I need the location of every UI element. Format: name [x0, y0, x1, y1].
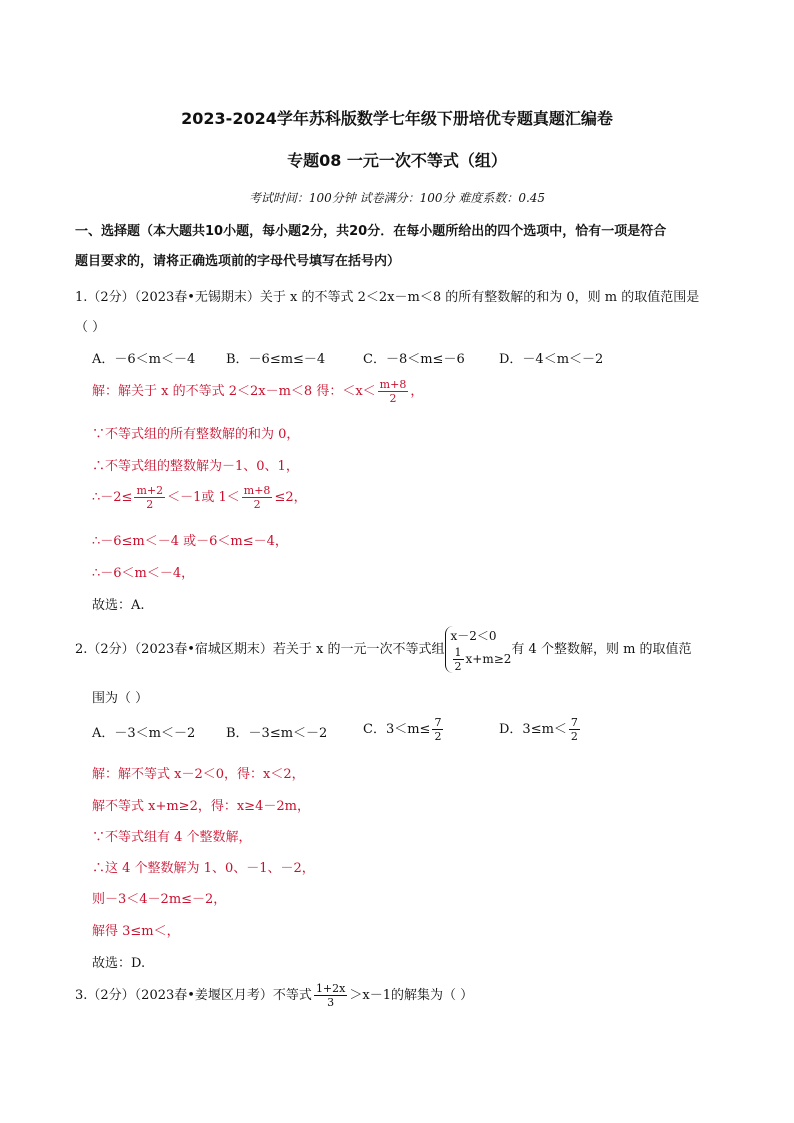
q1-solution-text: ∴－2≤ [92, 490, 133, 505]
system-line1: x－2＜0 [450, 629, 497, 643]
q1-solution-line3: ∴不等式组的整数解为－1、0、1， [92, 459, 299, 474]
inequality-system [445, 626, 512, 673]
q3-stem-text: 3.（2分）（2023春•姜堰区月考）不等式 [75, 988, 312, 1003]
q1-option-a: A．－6＜m＜－4 [92, 352, 196, 367]
fraction-denominator: 3 [327, 996, 335, 1009]
fraction-numerator: 7 [434, 716, 442, 729]
q2-stem-text: 2.（2分）（2023春•宿城区期末）若关于 x 的一元一次不等式组 [75, 642, 445, 657]
sub-title: 专题08 一元一次不等式（组） [287, 151, 507, 170]
q2-option-c [363, 716, 445, 743]
fraction-numerator: 7 [570, 716, 578, 729]
fraction-numerator: m+2 [136, 484, 164, 497]
q1-solution-text: 解：解关于 x 的不等式 2＜2x－m＜8 得：＜x＜ [92, 384, 376, 399]
q2-option-a: A．－3＜m＜－2 [92, 726, 196, 741]
q2-stem [75, 626, 692, 673]
fraction [242, 484, 273, 511]
fraction-denominator: 2 [570, 730, 578, 743]
fraction-numerator: m+8 [243, 484, 271, 497]
q1-solution-line5: ∴－6≤m＜－4 或－6＜m≤－4， [92, 534, 288, 549]
q1-option-b: B．－6≤m≤－4 [226, 352, 326, 367]
q2-option-d [499, 716, 582, 743]
q2-solution-line5: 则－3＜4－2m≤－2， [92, 892, 227, 907]
main-title: 2023-2024学年苏科版数学七年级下册培优专题真题汇编卷 [181, 109, 613, 128]
q2-solution-line6: 解得 3≤m＜， [92, 924, 180, 939]
fraction-denominator: 2 [253, 498, 261, 511]
q1-solution-text: ＜－1或 1＜ [167, 490, 240, 505]
fraction-denominator: 2 [389, 392, 397, 405]
section-heading-line1: 一、选择题（本大题共10小题，每小题2分，共20分．在每小题所给出的四个选项中，恰有一项是符合 [75, 224, 667, 239]
q2-solution-line4: ∴这 4 个整数解为 1、0、－1、－2， [92, 861, 315, 876]
q1-stem: 1.（2分）（2023春•无锡期末）关于 x 的不等式 2＜2x－m＜8 的所有整数解的和为 0，则 m 的取值范围是 [75, 290, 700, 305]
q1-solution-line4 [92, 484, 307, 511]
q1-solution-line1 [92, 378, 423, 405]
section-heading-line2: 题目要求的，请将正确选项前的字母代号填写在括号内） [75, 254, 401, 269]
system-line2-text: x+m≥2 [465, 652, 512, 666]
q1-solution-line2: ∵不等式组的所有整数解的和为 0， [92, 427, 300, 442]
fraction [134, 484, 165, 511]
q2-stem-text: 有 4 个整数解，则 m 的取值范 [511, 642, 692, 657]
q2-option-c-text: C．3＜m≤ [363, 722, 431, 737]
fraction-denominator: 2 [146, 498, 154, 511]
q2-option-d-text: D．3≤m＜ [499, 722, 567, 737]
system-line2 [451, 646, 512, 673]
q3-stem [75, 982, 473, 1009]
q1-solution-text: ≤2， [274, 490, 307, 505]
q2-solution-line2: 解不等式 x+m≥2，得：x≥4－2m， [92, 799, 310, 814]
fraction-denominator: 2 [434, 730, 442, 743]
q2-option-b: B．－3≤m＜－2 [226, 726, 328, 741]
fraction [314, 982, 347, 1009]
fraction [432, 716, 443, 743]
exam-info: 考试时间：100分钟 试卷满分：100分 难度系数：0.45 [248, 191, 546, 205]
q3-stem-text: ＞x－1的解集为（ ） [349, 988, 474, 1003]
q1-solution-text: ， [410, 384, 424, 399]
fraction-numerator: 1 [454, 646, 462, 659]
q1-solution-line6: ∴－6＜m＜－4， [92, 566, 195, 581]
q1-option-d: D．－4＜m＜－2 [499, 352, 604, 367]
fraction [453, 646, 464, 673]
q2-solution-line1: 解：解不等式 x－2＜0，得：x＜2， [92, 767, 305, 782]
fraction [378, 378, 409, 405]
q1-option-c: C．－8＜m≤－6 [363, 352, 465, 367]
fraction-numerator: 1+2x [315, 982, 346, 995]
q1-stem-paren: （ ） [75, 320, 106, 335]
q2-solution-line3: ∵不等式组有 4 个整数解， [92, 830, 252, 845]
q1-answer: 故选：A. [92, 598, 145, 613]
fraction-numerator: m+8 [379, 378, 407, 391]
q2-stem-cont: 围为（ ） [92, 691, 149, 706]
q2-answer: 故选：D. [92, 956, 146, 971]
fraction-denominator: 2 [454, 660, 462, 673]
fraction [569, 716, 580, 743]
